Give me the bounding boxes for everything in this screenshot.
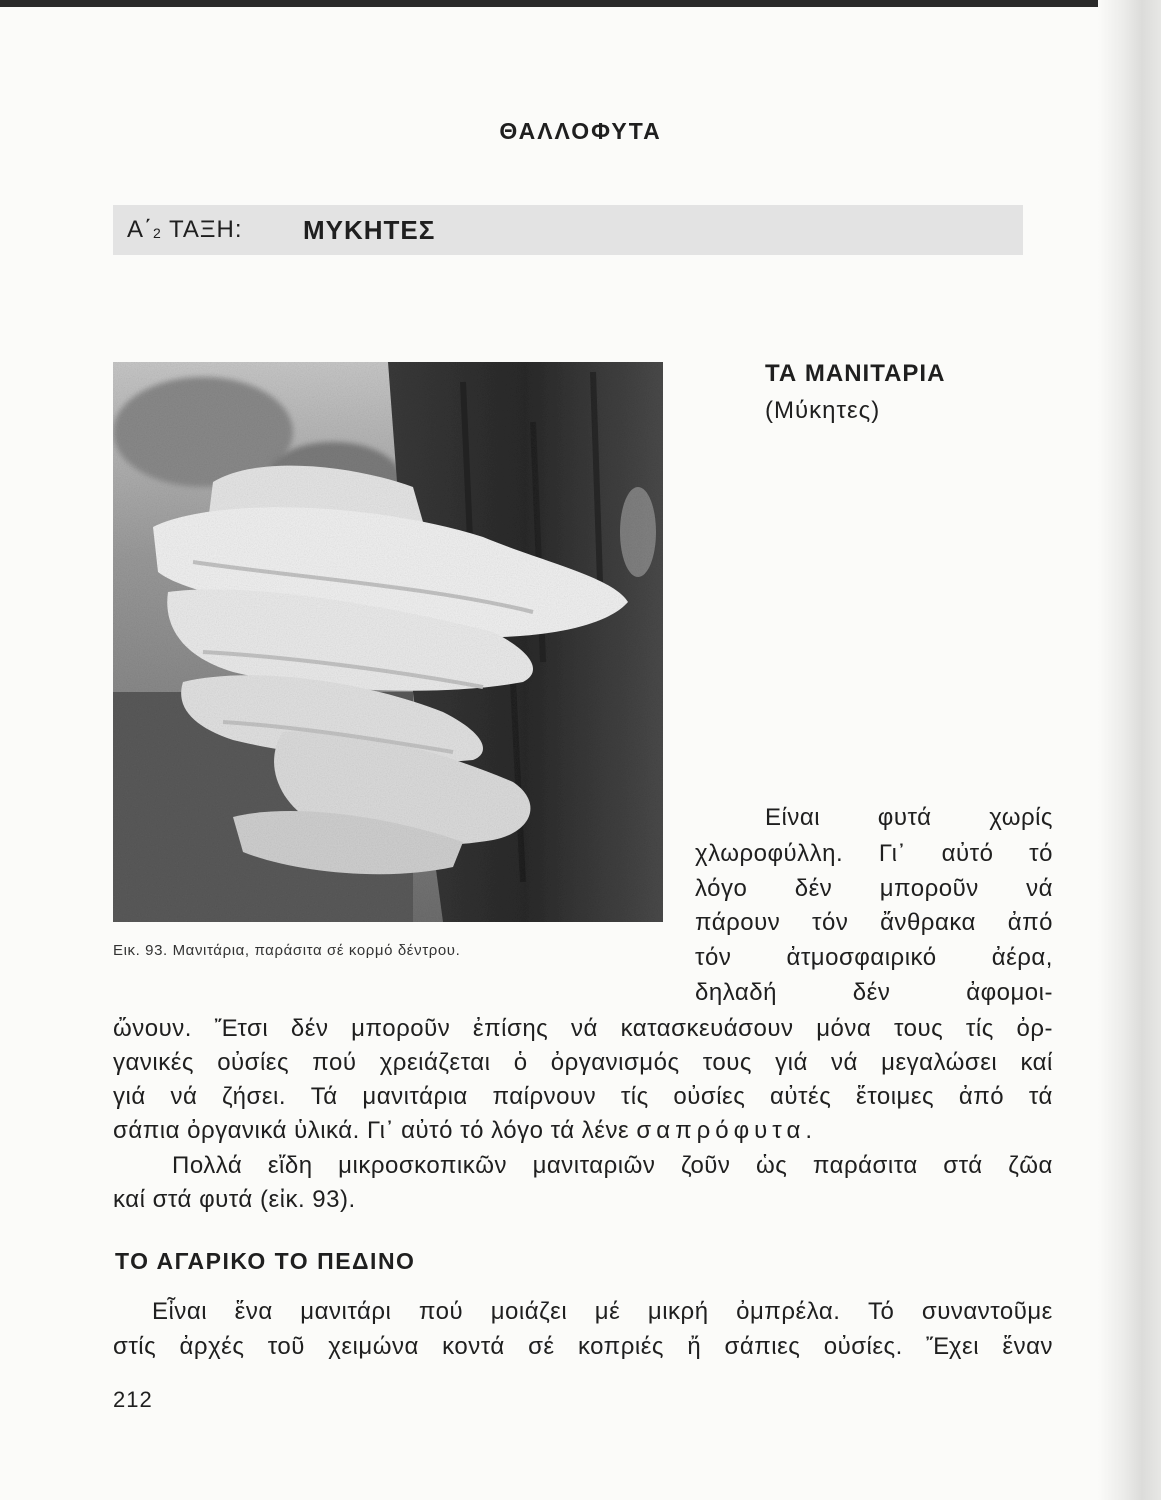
text-line: σάπια ὀργανικά ὑλικά. Γι᾽ αὐτό τό λόγο τά λένε σαπρόφυτα. (113, 1117, 817, 1144)
figure-caption: Εικ. 93. Μανιτάρια, παράσιτα σέ κορμό δέντρου. (113, 942, 461, 959)
text-line: Εἶναι ἕνα μανιτάρι πού μοιάζει μέ μικρή ὀμπρέλα. Τό συναντοῦμε (152, 1298, 1053, 1325)
top-edge-rule (0, 0, 1161, 7)
text-line: δηλαδή δέν ἀφομοι- (695, 979, 1053, 1006)
emphasis-term: σαπρόφυτα. (636, 1117, 817, 1144)
group-name: ΜΥΚΗΤΕΣ (303, 215, 436, 245)
text-line: γανικές οὐσίες πού χρειάζεται ὁ ὀργανισμός τους γιά νά μεγαλώσει καί (113, 1049, 1053, 1076)
text-line: γιά νά ζήσει. Τά μανιτάρια παίρνουν τίς οὐσίες αὐτές ἕτοιμες ἀπό τά (113, 1083, 1053, 1110)
section-title: ΤΑ ΜΑΝΙΤΑΡΙΑ (765, 360, 946, 387)
text-line: Πολλά εἴδη μικροσκοπικῶν μανιταριῶν ζοῦν ὡς παράσιτα στά ζῶα (172, 1152, 1053, 1179)
text-line: χλωροφύλλη. Γι᾽ αὐτό τό (695, 840, 1053, 867)
text-line: καί στά φυτά (εἰκ. 93). (113, 1186, 356, 1213)
text-line: πάρουν τόν ἄνθρακα ἀπό (695, 909, 1053, 936)
class-label: $A΄_2$ ΤΑΞΗ: (127, 216, 243, 243)
page-number: 212 (113, 1387, 153, 1412)
class-heading-bar (113, 205, 1023, 255)
page-gutter-shadow (1098, 0, 1161, 1500)
text-line: στίς ἀρχές τοῦ χειμώνα κοντά σέ κοπριές ἤ σάπιες οὐσίες. Ἔχει ἕναν (113, 1333, 1053, 1360)
section-subtitle: (Μύκητες) (765, 397, 881, 424)
text-line: Είναι φυτά χωρίς (765, 804, 1053, 831)
text-line: λόγο δέν μποροῦν νά (695, 875, 1053, 902)
text-line: τόν ἀτμοσφαιρικό ἀέρα, (695, 944, 1053, 971)
text-line: ὤνουν. Ἔτσι δέν μποροῦν ἐπίσης νά κατασκευάσουν μόνα τους τίς ὀρ- (113, 1015, 1053, 1042)
subsection-heading: ΤΟ ΑΓΑΡΙΚΟ ΤΟ ΠΕΔΙΝΟ (115, 1248, 416, 1274)
running-head: ΘΑΛΛΟΦΥΤΑ (499, 118, 662, 144)
mushroom-photo (113, 362, 663, 922)
